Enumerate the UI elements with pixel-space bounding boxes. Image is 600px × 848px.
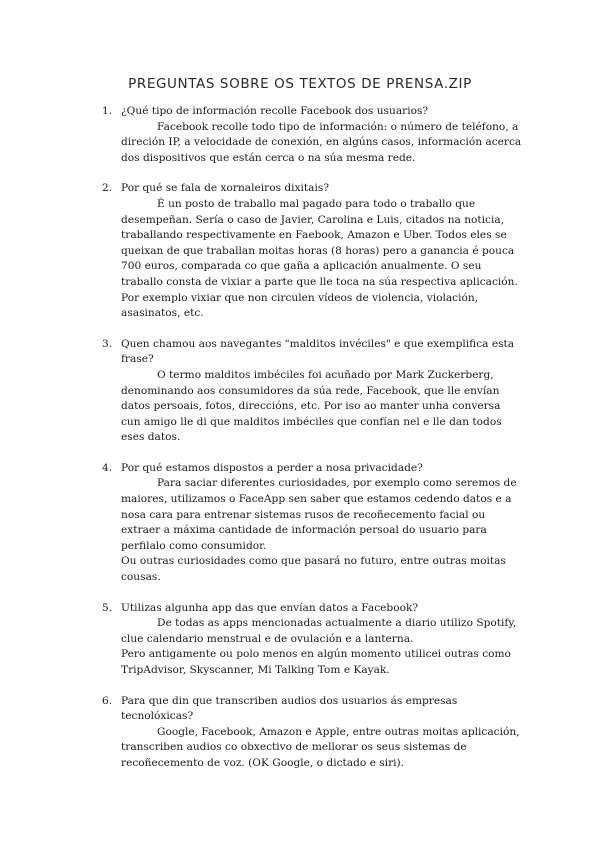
question-number: 2. [102,182,113,195]
question-text: Por qué se fala de xornaleiros dixitais? [121,182,330,195]
question-list [102,104,522,787]
question-text: ¿Qué tipo de información recolle Facebook dos usuarios? [121,105,429,117]
question-text: Quen chamou aos navegantes "malditos invéciles" e que exemplifica esta frase? [121,337,515,366]
question-item-6 [102,694,522,772]
question-item-3 [102,337,522,446]
question-text: Para que din que transcriben audios dos usuarios ás empresas tecnolóxicas? [121,694,458,723]
question-item-2 [102,181,522,321]
question-number: 1. [102,105,113,117]
answer-paragraph: De todas as apps mencionadas actualmente a diario utilizo Spotify, clue calendario menstrual e de ovulación e a lanterna. [121,617,517,645]
question-item-1 [102,104,522,166]
answer-block [121,120,522,167]
answer-block [121,197,522,322]
answer-block [121,725,522,772]
question-number: 6. [102,694,113,707]
question-number: 3. [102,337,113,350]
question-item-4 [102,461,522,586]
question-item-5 [102,601,522,679]
answer-paragraph: Ou outras curiosidades como que pasará no futuro, entre outras moitas cousas. [121,555,506,584]
document-title: PREGUNTAS SOBRE OS TEXTOS DE PRENSA.ZIP [128,76,472,92]
answer-block [121,616,522,678]
answer-paragraph: É un posto de traballo mal pagado para todo o traballo que desempeñan. Sería o caso de Javier, Carolina e Luis, citados na noticia, traballando respectivamente en Faebook, Amazon e Uber. Todos eles se queixan de que traballan moitas horas (8 horas) pero a ganancia é pouca 700 euros, comparada co que gaña a aplicación anualmente. O seu traballo consta de vixiar a parte que lle toca na súa respectiva aplicación. Por exemplo vixiar que non circulen vídeos de violencia, violación, asasinatos, etc. [121,197,518,320]
question-text: Por qué estamos dispostos a perder a nosa privacidade? [121,461,423,474]
answer-paragraph: Google, Facebook, Amazon e Apple, entre outras moitas aplicación, transcriben audios co obxectivo de mellorar os seus sistemas de recoñecemento de voz. (OK Google, o dictado e siri). [121,725,520,769]
answer-block [121,476,522,585]
question-text: Utilizas algunha app das que envían datos a Facebook? [121,601,419,614]
answer-paragraph: Pero antigamente ou polo menos en algún momento utilicei outras como TripAdvisor, Skyscanner, Mi Talking Tom e Kayak. [121,648,511,676]
question-number: 5. [102,601,113,614]
question-number: 4. [102,461,113,474]
answer-paragraph: Facebook recolle todo tipo de información: o número de teléfono, a direción IP, a velocidade de conexión, en algúns casos, información acerca dos dispositivos que están cerca o na súa mesma rede. [121,120,522,164]
answer-block [121,368,522,446]
answer-paragraph: Para saciar diferentes curiosidades, por exemplo como seremos de maiores, utilizamos o FaceApp sen saber que estamos cedendo datos e a nosa cara para entrenar sistemas rusos de recoñecemento facial ou extraer a máxima cantidade de información persoal do usuario para perfilalo como consumidor. [121,477,517,552]
answer-paragraph: O termo malditos imbéciles foi acuñado por Mark Zuckerberg, denominando aos consumidores da súa rede, Facebook, que lle envían datos persoais, fotos, direccións, etc. Por iso ao manter unha conversa cun amigo lle di que malditos imbéciles que confían nel e lle dan todos eses datos. [121,368,502,444]
